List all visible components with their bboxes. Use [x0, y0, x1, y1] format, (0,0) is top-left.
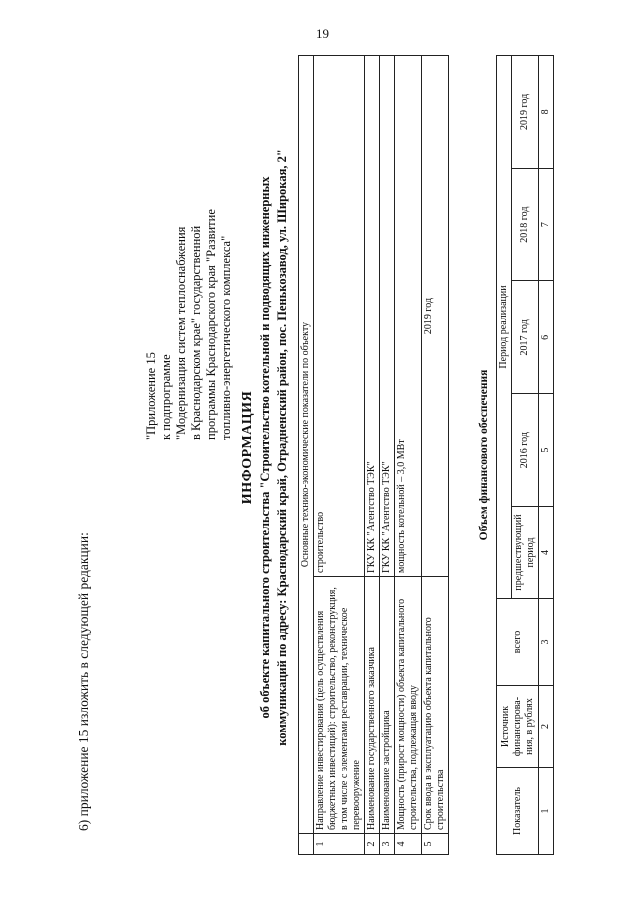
col-number: 5 [539, 394, 554, 507]
col-year: 2017 год [512, 281, 539, 394]
table-row [314, 56, 365, 855]
col-number: 7 [539, 168, 554, 281]
financing-table [496, 55, 554, 855]
appendix-line: в Краснодарском крае" государственной [189, 225, 203, 440]
col-year: 2016 год [512, 394, 539, 507]
appendix-line: "Модернизация систем теплоснабжения [174, 226, 188, 440]
rotated-page-content [40, 40, 608, 855]
col-number: 8 [539, 56, 554, 169]
row-label: Срок ввода в эксплуатацию объекта капитального строительства [422, 577, 449, 834]
row-number: 1 [314, 834, 365, 855]
appendix-note [144, 180, 234, 440]
period-header: Период реализации [497, 56, 512, 599]
title-sub-line: коммуникаций по адресу: Краснодарский край, Отрадненский район, пос. Пенькозавод, ул. Широкая, 2" [275, 149, 289, 746]
col-year: 2019 год [512, 56, 539, 169]
row-number: 2 [365, 834, 380, 855]
document-title [240, 40, 290, 855]
col-total: всего [497, 599, 539, 686]
appendix-line: топливно-энергетического комплекса" [219, 235, 233, 440]
table-row [365, 56, 380, 855]
title-main: ИНФОРМАЦИЯ [240, 390, 255, 505]
appendix-line: "Приложение 15 [144, 352, 158, 440]
row-label: Мощность (прирост мощности) объекта капитального строительства, подлежащая вводу [395, 577, 422, 834]
indicators-header: Основные технико-экономические показатели по объекту [299, 56, 314, 834]
intro-text: 6) приложение 15 изложить в следующей редакции: [76, 532, 91, 831]
row-value: строительство [314, 56, 365, 577]
col-indicator: Показатель [497, 768, 539, 855]
col-year: 2018 год [512, 168, 539, 281]
row-value: 2019 год [422, 56, 449, 577]
title-sub-line: об объекте капитального строительства "Строительство котельной и подводящих инженерных [258, 176, 272, 719]
column-number-row [539, 56, 554, 855]
col-number: 4 [539, 507, 554, 599]
col-number: 1 [539, 768, 554, 855]
table-row [380, 56, 395, 855]
col-source: Источник финансирова-ния, в рублях [497, 686, 539, 768]
row-number: 4 [395, 834, 422, 855]
appendix-line: программы Краснодарского края "Развитие [204, 209, 218, 440]
col-number: 2 [539, 686, 554, 768]
row-label: Наименование застройщика [380, 577, 395, 834]
financing-title: Объем финансового обеспечения [478, 369, 490, 541]
empty-cell [299, 834, 314, 855]
indicators-table [298, 55, 449, 855]
appendix-line: к подпрограмме [159, 354, 173, 440]
table-row [395, 56, 422, 855]
row-value: ГКУ КК "Агентство ТЭК" [365, 56, 380, 577]
col-number: 3 [539, 599, 554, 686]
row-label: Наименование государственного заказчика [365, 577, 380, 834]
row-value: мощность котельной – 3,0 МВт [395, 56, 422, 577]
col-number: 6 [539, 281, 554, 394]
row-label: Направление инвестирования (цель осуществления бюджетных инвестиций): строительство, реконструкция, в том числе с элементами реставрации, техническое перевооружение [314, 577, 365, 834]
row-value: ГКУ КК "Агентство ТЭК" [380, 56, 395, 577]
row-number: 5 [422, 834, 449, 855]
row-number: 3 [380, 834, 395, 855]
page-number: 19 [316, 26, 329, 41]
table-row [422, 56, 449, 855]
col-previous: предшествующий период [512, 507, 539, 599]
